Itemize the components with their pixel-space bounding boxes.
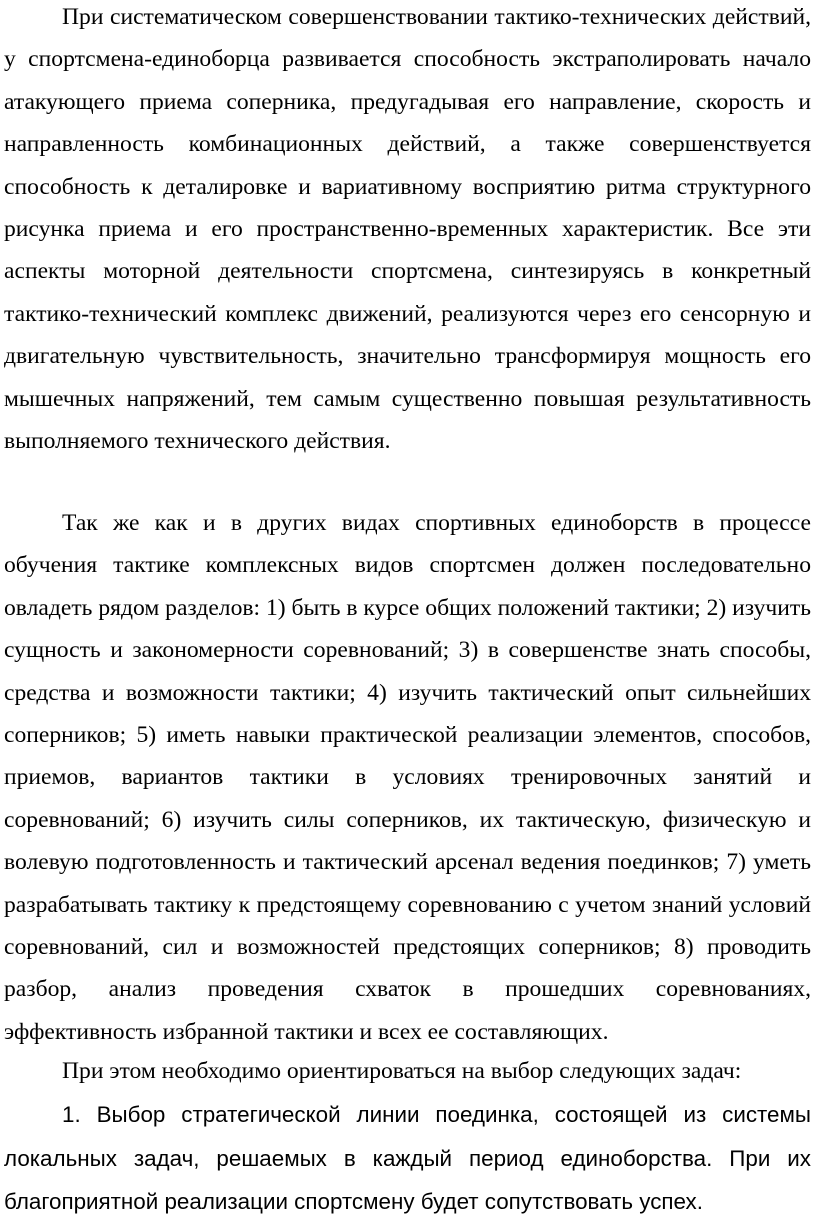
paragraph-tasks-intro: При этом необходимо ориентироваться на выбор следующих задач:: [62, 1058, 742, 1084]
paragraph-skill-development: При систематическом совершенствовании тактико-технических действий, у спортсмена-единоборца развивается способность экстраполировать начало атакующего приема соперника, предугадывая его направление, скорость и направленность комбинационных действий, а также совершенствуется способность к деталировке и вариативному восприятию ритма структурного рисунка приема и его пространственно-временных характеристик. Все эти аспекты моторной деятельности спортсмена, синтезируясь в конкретный тактико-технический комплекс движений, реализуются через его сенсорную и двигательную чувствительность, значительно трансформируя мощность его мышечных напряжений, тем самым существенно повышая результативность выполняемого технического действия.: [4, 4, 811, 455]
paragraph-tactics-training-sections: Так же как и в других видах спортивных единоборств в процессе обучения тактике комплексных видов спортсмен должен последовательно овладеть рядом разделов: 1) быть в курсе общих положений тактики; 2) изучить сущность и закономерности соревнований; 3) в совершенстве знать способы, средства и возможности тактики; 4) изучить тактический опыт сильнейших соперников; 5) иметь навыки практической реализации элементов, способов, приемов, вариантов тактики в условиях тренировочных занятий и соревнований; 6) изучить силы соперников, их тактическую, физическую и волевую подготовленность и тактический арсенал ведения поединков; 7) уметь разрабатывать тактику к предстоящему соревнованию с учетом знаний условий соревнований, сил и возможностей предстоящих соперников; 8) проводить разбор, анализ проведения схваток в прошедших соревнованиях, эффективность избранной тактики и всех ее составляющих.: [4, 510, 811, 1045]
paragraph-task-1: 1. Выбор стратегической линии поединка, состоящей из системы локальных задач, решаемых в каждый период единоборства. При их благоприятной реализации спортсмену будет сопутствовать успех.: [4, 1102, 811, 1214]
